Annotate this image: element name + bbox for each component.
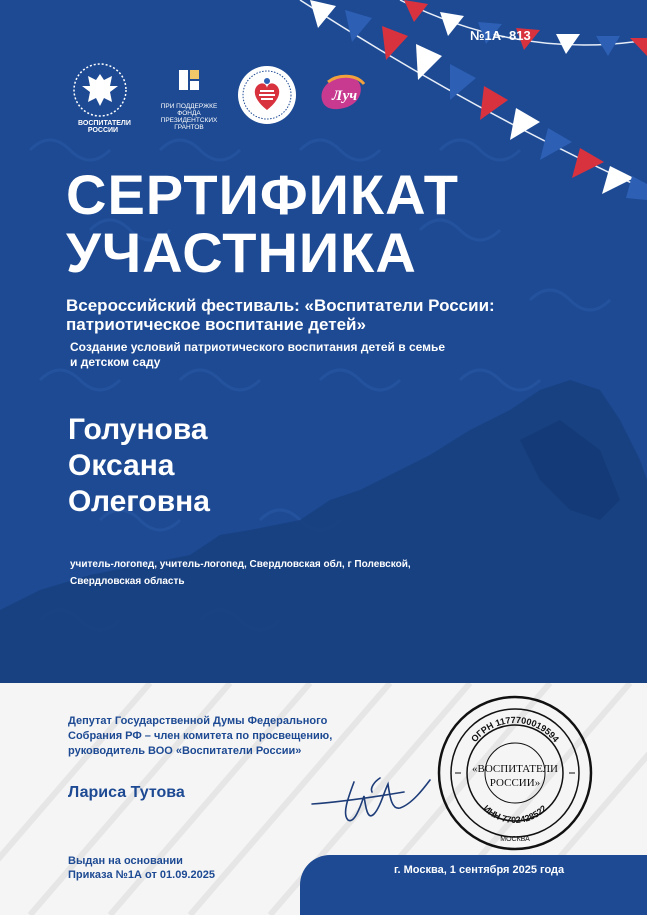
issued-basis [68,854,215,882]
stamp-ogrn: ОГРН 1177700019594 [469,714,561,744]
svg-text:ОГРН 1177700019594 [469,715,561,744]
signer-title: Депутат Государственной Думы Федерального Собрания РФ – член комитета по просвещению, руководитель ВОО «Воспитатели России» [68,715,333,757]
handwritten-signature [308,758,434,830]
certificate-title [66,163,459,284]
fund-text-line2: ФОНДА [177,110,201,117]
luch-logo [314,70,374,114]
russia-map-silhouette [0,360,647,683]
luch-logo-text: Луч [332,88,358,104]
stamp-city: МОСКВА [500,836,530,843]
recipient-name [68,412,210,520]
eagle-logo-text-line2: РОССИИ [87,127,119,134]
recipient-first-name: Оксана [68,449,175,482]
organization-stamp [435,693,595,853]
fund-text-line3: ПРЕЗИДЕНТСКИХ [160,117,218,124]
fund-text-line4: ГРАНТОВ [174,124,204,131]
presidential-grants-fund-logo [158,66,220,136]
stamp-center-line2: РОССИИ» [489,777,541,789]
issued-basis-line2: Приказа №1А от 01.09.2025 [68,869,215,881]
luch-emblem-icon [314,70,374,114]
heart-organization-logo [236,64,298,126]
partner-logos [68,60,388,140]
eagle-emblem-icon [68,60,132,120]
recipient-patronymic: Олеговна [68,485,210,518]
recipient-position: учитель-логопед, учитель-логопед, Свердловская обл, г Полевской, Свердловская область [70,559,411,587]
signer-name: Лариса Тутова [68,784,185,801]
festival-subtitle: Создание условий патриотического воспитания детей в семье и детском саду [70,340,446,369]
stamp-inn: ИНН 7702428522 [481,803,549,826]
festival-name: Всероссийский фестиваль: «Воспитатели России: патриотическое воспитание детей» [66,296,495,334]
certificate-number: №1А- 813 [470,28,531,43]
issued-basis-line1: Выдан на основании [68,855,183,867]
place-and-date: г. Москва, 1 сентября 2025 года [394,864,565,876]
svg-text:ИНН 7702428522 [481,803,548,825]
fund-text-line1: ПРИ ПОДДЕРЖКЕ [160,103,218,110]
fund-emblem-icon [175,66,203,94]
eagle-logo-text-line1: ВОСПИТАТЕЛИ [78,120,131,127]
title-line2: УЧАСТНИКА [66,221,417,284]
recipient-last-name: Голунова [68,413,208,446]
title-line1: СЕРТИФИКАТ [66,163,459,226]
vospitateli-rossii-logo [68,60,132,140]
heart-emblem-icon [236,64,298,126]
stamp-center-line1: «ВОСПИТАТЕЛИ [472,763,558,775]
